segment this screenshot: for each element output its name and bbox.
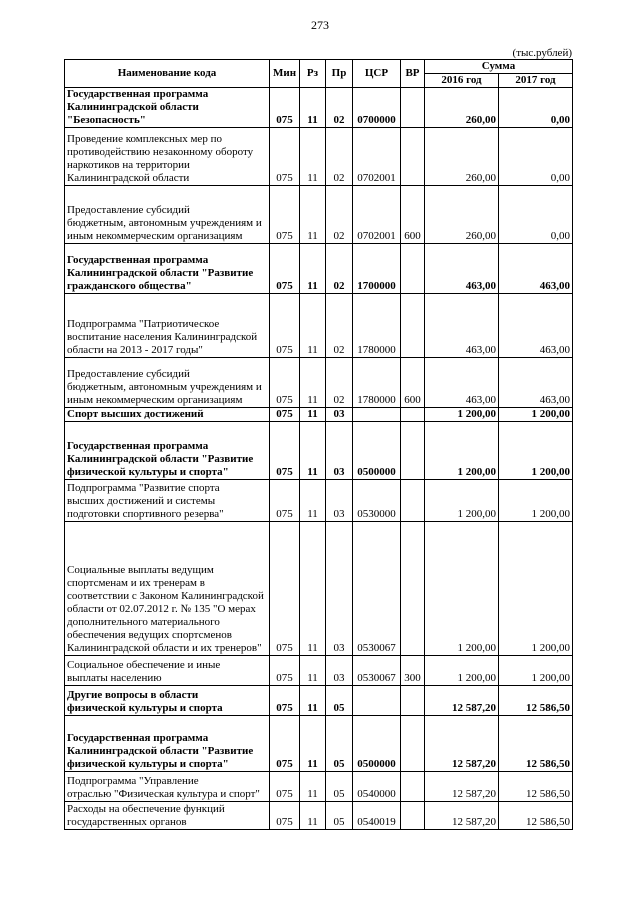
row-2016: 1 200,00	[425, 422, 499, 480]
row-2016: 12 587,20	[425, 686, 499, 716]
row-min: 075	[270, 656, 300, 686]
row-rz: 11	[300, 522, 326, 656]
row-name: Подпрограмма "Развитие спорта высших достижений и системы подготовки спортивного резерва"	[65, 480, 270, 522]
row-csr	[353, 408, 401, 422]
row-min: 075	[270, 128, 300, 186]
table-row	[65, 88, 573, 128]
row-name: Подпрограмма "Управление отраслью "Физическая культура и спорт"	[65, 772, 270, 802]
row-min: 075	[270, 686, 300, 716]
row-vr	[401, 88, 425, 128]
row-2017: 1 200,00	[499, 408, 573, 422]
row-pr: 03	[326, 480, 353, 522]
row-rz: 11	[300, 244, 326, 294]
table-header	[65, 60, 573, 88]
table-row	[65, 522, 573, 656]
row-2016: 12 587,20	[425, 716, 499, 772]
row-2017: 1 200,00	[499, 522, 573, 656]
row-vr	[401, 128, 425, 186]
row-name: Спорт высших достижений	[65, 408, 270, 422]
row-csr	[353, 686, 401, 716]
table-body	[65, 88, 573, 830]
row-name: Государственная программа Калининградской области "Развитие физической культуры и спорта"	[65, 422, 270, 480]
header-min: Мин	[270, 60, 300, 88]
row-rz: 11	[300, 686, 326, 716]
row-pr: 03	[326, 656, 353, 686]
row-2016: 1 200,00	[425, 408, 499, 422]
row-name: Социальные выплаты ведущим спортсменам и их тренерам в соответствии с Законом Калининградской области от 02.07.2012 г. № 135 "О мерах дополнительного материального обеспечения ведущих спортсменов Калининградской области и их тренеров"	[65, 522, 270, 656]
row-name: Государственная программа Калининградской области "Развитие гражданского общества"	[65, 244, 270, 294]
row-2017: 0,00	[499, 128, 573, 186]
row-pr: 05	[326, 802, 353, 830]
row-csr: 0530067	[353, 522, 401, 656]
row-rz: 11	[300, 802, 326, 830]
header-pr: Пр	[326, 60, 353, 88]
header-sum: Сумма	[425, 60, 573, 74]
row-min: 075	[270, 408, 300, 422]
row-min: 075	[270, 716, 300, 772]
table-row	[65, 686, 573, 716]
row-pr: 02	[326, 186, 353, 244]
row-rz: 11	[300, 772, 326, 802]
row-pr: 05	[326, 686, 353, 716]
row-vr: 600	[401, 186, 425, 244]
table-row	[65, 294, 573, 358]
row-2017: 1 200,00	[499, 480, 573, 522]
row-rz: 11	[300, 422, 326, 480]
row-2017: 12 586,50	[499, 686, 573, 716]
row-vr	[401, 408, 425, 422]
row-min: 075	[270, 244, 300, 294]
row-pr: 02	[326, 88, 353, 128]
row-vr	[401, 716, 425, 772]
row-csr: 1780000	[353, 294, 401, 358]
row-rz: 11	[300, 128, 326, 186]
table-row	[65, 128, 573, 186]
row-rz: 11	[300, 186, 326, 244]
row-2016: 12 587,20	[425, 802, 499, 830]
row-csr: 0530000	[353, 480, 401, 522]
table-row	[65, 186, 573, 244]
row-pr: 02	[326, 128, 353, 186]
table-row	[65, 422, 573, 480]
table-row	[65, 408, 573, 422]
row-2017: 463,00	[499, 244, 573, 294]
row-min: 075	[270, 522, 300, 656]
row-2017: 12 586,50	[499, 772, 573, 802]
row-2016: 1 200,00	[425, 480, 499, 522]
table-row	[65, 244, 573, 294]
budget-table	[64, 59, 573, 830]
header-name: Наименование кода	[65, 60, 270, 88]
header-vr: ВР	[401, 60, 425, 88]
row-vr: 600	[401, 358, 425, 408]
row-pr: 03	[326, 422, 353, 480]
row-pr: 03	[326, 408, 353, 422]
row-min: 075	[270, 422, 300, 480]
row-vr	[401, 772, 425, 802]
row-rz: 11	[300, 480, 326, 522]
row-pr: 02	[326, 244, 353, 294]
header-csr: ЦСР	[353, 60, 401, 88]
table-row	[65, 358, 573, 408]
table-row	[65, 802, 573, 830]
row-name: Предоставление субсидий бюджетным, автономным учреждениям и иным некоммерческим организациям	[65, 358, 270, 408]
row-2016: 463,00	[425, 358, 499, 408]
row-2017: 463,00	[499, 358, 573, 408]
row-csr: 0540000	[353, 772, 401, 802]
row-name: Расходы на обеспечение функций государственных органов	[65, 802, 270, 830]
row-vr	[401, 686, 425, 716]
row-2017: 1 200,00	[499, 422, 573, 480]
row-2017: 0,00	[499, 88, 573, 128]
table-row	[65, 772, 573, 802]
row-pr: 02	[326, 358, 353, 408]
row-rz: 11	[300, 294, 326, 358]
row-name: Проведение комплексных мер по противодействию незаконному обороту наркотиков на территории Калининградской области	[65, 128, 270, 186]
row-vr	[401, 522, 425, 656]
row-csr: 0530067	[353, 656, 401, 686]
row-2017: 0,00	[499, 186, 573, 244]
row-2017: 1 200,00	[499, 656, 573, 686]
row-name: Другие вопросы в области физической культуры и спорта	[65, 686, 270, 716]
row-name: Государственная программа Калининградской области "Безопасность"	[65, 88, 270, 128]
table-row	[65, 480, 573, 522]
row-2016: 1 200,00	[425, 656, 499, 686]
row-pr: 03	[326, 522, 353, 656]
row-min: 075	[270, 186, 300, 244]
row-name: Социальное обеспечение и иные выплаты населению	[65, 656, 270, 686]
units-label: (тыс.рублей)	[512, 47, 572, 59]
row-min: 075	[270, 358, 300, 408]
page-number: 273	[311, 18, 329, 32]
row-vr	[401, 422, 425, 480]
row-csr: 0500000	[353, 422, 401, 480]
row-rz: 11	[300, 408, 326, 422]
row-2017: 463,00	[499, 294, 573, 358]
row-csr: 0702001	[353, 186, 401, 244]
row-csr: 1700000	[353, 244, 401, 294]
row-csr: 1780000	[353, 358, 401, 408]
row-rz: 11	[300, 88, 326, 128]
row-vr	[401, 294, 425, 358]
row-vr: 300	[401, 656, 425, 686]
row-pr: 02	[326, 294, 353, 358]
row-2016: 260,00	[425, 128, 499, 186]
row-min: 075	[270, 480, 300, 522]
table-row	[65, 656, 573, 686]
row-rz: 11	[300, 358, 326, 408]
row-min: 075	[270, 772, 300, 802]
row-name: Государственная программа Калининградской области "Развитие физической культуры и спорта"	[65, 716, 270, 772]
row-2016: 463,00	[425, 294, 499, 358]
row-pr: 05	[326, 716, 353, 772]
row-min: 075	[270, 802, 300, 830]
header-2016: 2016 год	[425, 74, 499, 88]
row-2016: 1 200,00	[425, 522, 499, 656]
row-csr: 0702001	[353, 128, 401, 186]
row-2016: 260,00	[425, 186, 499, 244]
row-vr	[401, 480, 425, 522]
row-2016: 463,00	[425, 244, 499, 294]
header-2017: 2017 год	[499, 74, 573, 88]
row-2016: 260,00	[425, 88, 499, 128]
row-csr: 0500000	[353, 716, 401, 772]
row-name: Предоставление субсидий бюджетным, автономным учреждениям и иным некоммерческим организациям	[65, 186, 270, 244]
row-csr: 0540019	[353, 802, 401, 830]
row-min: 075	[270, 294, 300, 358]
row-2017: 12 586,50	[499, 802, 573, 830]
row-csr: 0700000	[353, 88, 401, 128]
row-name: Подпрограмма "Патриотическое воспитание населения Калининградской области на 2013 - 2017 годы"	[65, 294, 270, 358]
table-row	[65, 716, 573, 772]
row-vr	[401, 244, 425, 294]
row-rz: 11	[300, 716, 326, 772]
row-min: 075	[270, 88, 300, 128]
row-pr: 05	[326, 772, 353, 802]
row-rz: 11	[300, 656, 326, 686]
row-2016: 12 587,20	[425, 772, 499, 802]
row-vr	[401, 802, 425, 830]
header-rz: Рз	[300, 60, 326, 88]
row-2017: 12 586,50	[499, 716, 573, 772]
